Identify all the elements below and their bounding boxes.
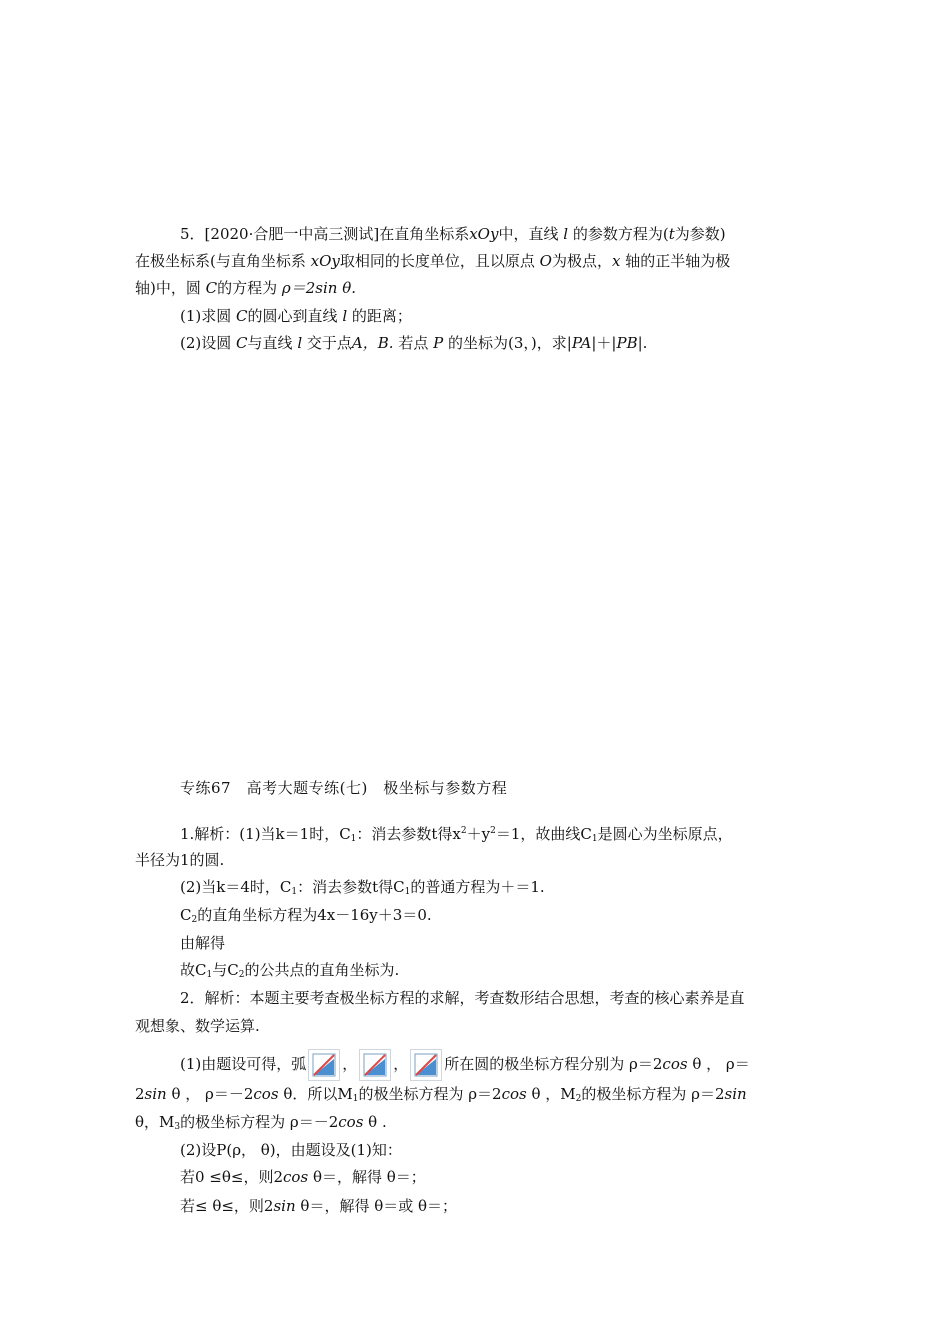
problem5-line2: 在极坐标系(与直角坐标系 xOy取相同的长度单位，且以原点 O为极点，x 轴的正半轴为极 <box>135 252 731 270</box>
answer2-line8: 若≤ θ≤，则2sin θ＝，解得 θ＝或 θ＝； <box>180 1197 458 1215</box>
problem5-line3: 轴)中，圆 C的方程为 ρ＝2sin θ. <box>135 279 357 297</box>
answer1-line3: (2)当k＝4时，$C_1$：消去参数t得$C_1$的普通方程为＋＝1. <box>180 878 545 897</box>
answer2-line5: θ，$M_3$的极坐标方程为 ρ＝－2cos θ . <box>135 1113 387 1132</box>
broken-image-icon <box>410 1049 442 1081</box>
answer1-line5: 由解得 <box>180 934 226 952</box>
answer1-line6: 故$C_1$与$C_2$的公共点的直角坐标为. <box>180 961 400 980</box>
answer2-line3: (1)由题设可得，弧 ， ， 所在圆的极坐标方程分别为 ρ＝2cos θ ， ρ＝ <box>180 1049 750 1081</box>
problem5-question1: (1)求圆 C的圆心到直线 l 的距离； <box>180 307 412 325</box>
answer2-line1: 2．解析：本题主要考查极坐标方程的求解，考查数形结合思想，考查的核心素养是直 <box>180 989 745 1007</box>
answer2-line7: 若0 ≤θ≤，则2cos θ＝，解得 θ＝； <box>180 1168 426 1186</box>
broken-image-icon <box>359 1049 391 1081</box>
problem5-question2: (2)设圆 C与直线 l 交于点A，B. 若点 P 的坐标为(3，)，求|PA|＋|PB|. <box>180 334 648 352</box>
problem5-line1: 5．[2020·合肥一中高三测试]在直角坐标系xOy中，直线 l 的参数方程为(t为参数) <box>180 225 726 243</box>
section-title: 专练67 高考大题专练(七) 极坐标与参数方程 <box>180 779 508 797</box>
answer1-line2: 半径为1的圆. <box>135 851 225 869</box>
answer1-line1: 1.解析：(1)当k＝1时，$C_1$：消去参数t得$x^2+y^2=1$，故曲线$C_1$是圆心为坐标原点， <box>180 825 733 844</box>
answer2-line6: (2)设P(ρ， θ)，由题设及(1)知： <box>180 1141 402 1159</box>
answer2-line4: 2sin θ ， ρ＝－2cos θ．所以$M_1$的极坐标方程为 ρ＝2cos θ ，$M_2$的极坐标方程为 ρ＝2sin <box>135 1085 747 1104</box>
answer1-line4: $C_2$的直角坐标方程为4x－16y＋3＝0. <box>180 906 432 925</box>
broken-image-icon <box>308 1049 340 1081</box>
answer2-line2: 观想象、数学运算. <box>135 1017 260 1035</box>
